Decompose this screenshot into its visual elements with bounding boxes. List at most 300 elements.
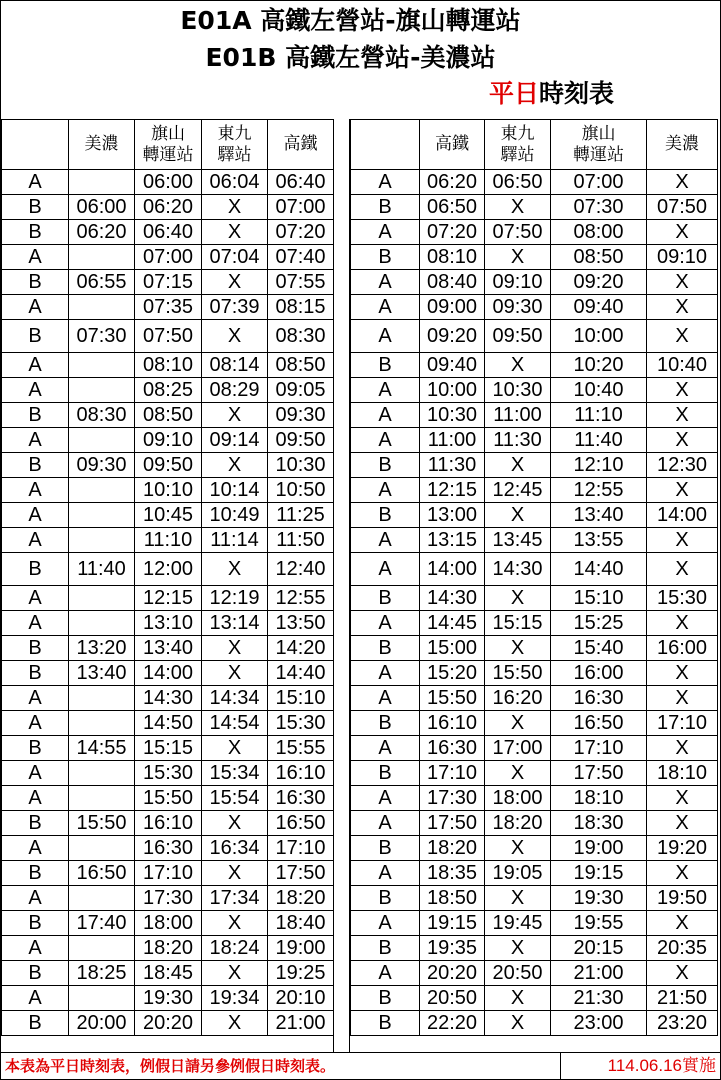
time-cell: 19:05 [485,861,551,886]
route-code-cell: A [2,611,69,636]
time-cell: 12:45 [485,478,551,503]
table-row [351,195,718,220]
right-header-cell [647,120,718,170]
time-cell: 19:00 [268,936,334,961]
table-row [351,428,718,453]
time-cell: 23:20 [647,1011,718,1036]
route-code-cell: A [351,961,420,986]
table-row [351,1011,718,1036]
route-code-cell: B [351,636,420,661]
time-cell: 09:50 [485,320,551,353]
time-cell: 07:00 [268,195,334,220]
time-cell [69,428,135,453]
time-cell [69,245,135,270]
time-cell: 11:25 [268,503,334,528]
time-cell: 07:39 [202,295,268,320]
route-code-cell: B [351,986,420,1011]
time-cell: 06:40 [135,220,202,245]
time-cell: 06:00 [135,170,202,195]
time-cell: 09:50 [268,428,334,453]
time-cell: 16:10 [135,811,202,836]
table-row [2,886,334,911]
table-row [2,786,334,811]
time-cell: 09:30 [268,403,334,428]
table-row [2,428,334,453]
route-code-cell: A [2,170,69,195]
route-code-cell: B [351,353,420,378]
table-row [2,245,334,270]
route-code-cell: A [351,270,420,295]
time-cell: 07:30 [69,320,135,353]
time-cell: 18:24 [202,936,268,961]
time-cell: X [485,636,551,661]
time-cell: 17:10 [268,836,334,861]
time-cell: X [647,911,718,936]
route-code-cell: A [2,686,69,711]
route-code-cell: B [2,661,69,686]
time-cell: 07:50 [485,220,551,245]
time-cell: 10:00 [420,378,485,403]
route-code-cell: B [2,811,69,836]
table-row [2,478,334,503]
time-cell: 17:50 [268,861,334,886]
right-header-label: 美濃 [665,134,699,154]
table-row [2,986,334,1011]
time-cell: X [202,403,268,428]
table-row [351,661,718,686]
table-row [2,686,334,711]
table-row [351,553,718,586]
time-cell [69,611,135,636]
time-cell: 16:30 [551,686,647,711]
time-cell: 17:10 [647,711,718,736]
time-cell [69,686,135,711]
time-cell: 10:20 [551,353,647,378]
timetable-outbound [1,119,334,1036]
footer [1,1052,720,1080]
time-cell: 10:14 [202,478,268,503]
time-cell: 18:20 [268,886,334,911]
table-row [2,320,334,353]
time-cell: 19:34 [202,986,268,1011]
time-cell: 17:10 [420,761,485,786]
time-cell: 08:29 [202,378,268,403]
route-code-cell: A [351,911,420,936]
route-code-cell: A [351,661,420,686]
table-row [2,220,334,245]
time-cell: X [485,245,551,270]
time-cell: 16:50 [268,811,334,836]
time-cell: 14:20 [268,636,334,661]
time-cell: X [485,761,551,786]
time-cell: X [647,320,718,353]
time-cell: 10:40 [647,353,718,378]
route-code-cell: A [2,986,69,1011]
time-cell: 13:15 [420,528,485,553]
time-cell [69,295,135,320]
time-cell: X [485,1011,551,1036]
time-cell: 13:40 [135,636,202,661]
time-cell: 07:30 [551,195,647,220]
time-cell: 18:10 [551,786,647,811]
time-cell: 19:30 [135,986,202,1011]
time-cell: 17:34 [202,886,268,911]
time-cell: 14:40 [268,661,334,686]
table-row [351,528,718,553]
time-cell: 11:50 [268,528,334,553]
left-header-cell [202,120,268,170]
route-code-cell: B [2,1011,69,1036]
table-row [2,353,334,378]
time-cell: 09:05 [268,378,334,403]
time-cell: 17:30 [420,786,485,811]
table-row [351,478,718,503]
time-cell: 07:40 [268,245,334,270]
time-cell: 13:40 [69,661,135,686]
time-cell: 20:20 [420,961,485,986]
route-code-cell: A [2,786,69,811]
time-cell: 16:00 [551,661,647,686]
right-header-label: 東九 驛站 [500,123,535,165]
time-cell: 12:19 [202,586,268,611]
table-row [2,586,334,611]
time-cell: 10:49 [202,503,268,528]
time-cell [69,936,135,961]
route-code-cell: B [351,453,420,478]
time-cell: 06:55 [69,270,135,295]
time-cell: 21:30 [551,986,647,1011]
table-row [351,761,718,786]
time-cell: 21:00 [551,961,647,986]
route-code-cell: B [351,195,420,220]
time-cell [69,378,135,403]
route-code-cell: B [2,453,69,478]
effective-date: 114.06.16實施 [607,1056,716,1075]
table-row [2,378,334,403]
route-code-cell: B [2,861,69,886]
time-cell: 19:35 [420,936,485,961]
title-block [1,1,720,119]
route-code-cell: B [2,220,69,245]
time-cell: 16:30 [268,786,334,811]
route-code-cell: B [2,195,69,220]
time-cell: 18:50 [420,886,485,911]
table-row [351,986,718,1011]
table-row [351,295,718,320]
table-row [351,711,718,736]
time-cell: 19:30 [551,886,647,911]
left-header-label: 東九 驛站 [217,123,252,165]
table-row [351,636,718,661]
route-code-cell: A [351,686,420,711]
route-code-cell: A [351,553,420,586]
time-cell: 17:10 [135,861,202,886]
time-cell: 10:00 [551,320,647,353]
time-cell: X [647,961,718,986]
time-cell: 13:45 [485,528,551,553]
right-header-cell [351,120,420,170]
time-cell: X [485,503,551,528]
time-cell [69,836,135,861]
time-cell: 18:35 [420,861,485,886]
left-header-label: 美濃 [84,134,119,154]
time-cell [69,886,135,911]
time-cell: X [485,195,551,220]
time-cell: 18:00 [485,786,551,811]
route-code-cell: B [351,761,420,786]
time-cell: 20:50 [485,961,551,986]
time-cell: 15:20 [420,661,485,686]
time-cell: X [485,453,551,478]
time-cell: 08:50 [268,353,334,378]
time-cell: X [202,811,268,836]
time-cell: 14:30 [135,686,202,711]
time-cell: 20:10 [268,986,334,1011]
route-code-cell: A [351,170,420,195]
time-cell: X [647,270,718,295]
time-cell: 15:55 [268,736,334,761]
time-cell: 19:20 [647,836,718,861]
time-cell: 16:50 [69,861,135,886]
time-cell: X [202,320,268,353]
time-cell: 09:10 [647,245,718,270]
right-header-cell [420,120,485,170]
time-cell: 16:10 [268,761,334,786]
table-row [2,836,334,861]
route-code-cell: A [351,611,420,636]
time-cell: 11:40 [551,428,647,453]
time-cell: 15:10 [551,586,647,611]
time-cell: 11:10 [135,528,202,553]
time-cell: X [485,836,551,861]
time-cell: 06:20 [420,170,485,195]
time-cell: 08:14 [202,353,268,378]
right-header-cell [551,120,647,170]
route-code-cell: A [2,353,69,378]
time-cell: X [202,961,268,986]
route-code-cell: B [351,503,420,528]
time-cell: 09:40 [551,295,647,320]
time-cell: 09:20 [420,320,485,353]
weekday-label: 平日 [489,79,540,108]
route-code-cell: B [351,586,420,611]
time-cell: 06:20 [135,195,202,220]
time-cell: X [647,786,718,811]
time-cell: 16:30 [135,836,202,861]
time-cell: 10:30 [268,453,334,478]
time-cell: 08:10 [420,245,485,270]
route-code-cell: A [351,295,420,320]
time-cell: 11:30 [420,453,485,478]
time-cell: 10:50 [268,478,334,503]
time-cell: 15:10 [268,686,334,711]
time-cell: 14:45 [420,611,485,636]
time-cell: X [647,661,718,686]
time-cell: 12:40 [268,553,334,586]
route-code-cell: A [351,528,420,553]
time-cell: X [647,295,718,320]
left-header-label: 旗山 轉運站 [142,123,194,165]
table-row [2,636,334,661]
route-code-cell: B [2,911,69,936]
time-cell: 07:50 [647,195,718,220]
time-cell: 08:15 [268,295,334,320]
time-cell: 08:40 [420,270,485,295]
time-cell: 19:15 [551,861,647,886]
table-row [351,736,718,761]
route-code-cell: B [351,936,420,961]
time-cell: 20:15 [551,936,647,961]
table-row [351,320,718,353]
time-cell: 13:14 [202,611,268,636]
time-cell: 18:20 [420,836,485,861]
time-cell: 13:55 [551,528,647,553]
table-row [351,786,718,811]
time-cell: 09:10 [135,428,202,453]
route-code-cell: A [2,886,69,911]
time-cell: 16:50 [551,711,647,736]
time-cell: 08:10 [135,353,202,378]
table-row [351,453,718,478]
time-cell: X [202,195,268,220]
time-cell: 18:00 [135,911,202,936]
route-code-cell: B [351,1011,420,1036]
time-cell: 13:50 [268,611,334,636]
time-cell: 10:10 [135,478,202,503]
time-cell: 15:54 [202,786,268,811]
time-cell: 20:35 [647,936,718,961]
time-cell: 18:20 [135,936,202,961]
time-cell: X [647,811,718,836]
time-cell: 15:50 [69,811,135,836]
time-cell: 07:20 [420,220,485,245]
table-row [2,661,334,686]
time-cell: 06:04 [202,170,268,195]
route-code-cell: B [2,320,69,353]
time-cell: 09:14 [202,428,268,453]
table-row [351,861,718,886]
time-cell: 07:04 [202,245,268,270]
table-row [2,811,334,836]
table-row [351,686,718,711]
time-cell: X [647,736,718,761]
table-row [351,611,718,636]
table-row [2,711,334,736]
table-row [2,295,334,320]
time-cell: 07:50 [135,320,202,353]
time-cell: X [202,220,268,245]
route-code-cell: A [2,761,69,786]
time-cell: X [647,428,718,453]
time-cell: 15:50 [420,686,485,711]
time-cell: 06:40 [268,170,334,195]
time-cell: 10:30 [485,378,551,403]
time-cell: 15:40 [551,636,647,661]
time-cell: 18:45 [135,961,202,986]
time-cell: 14:00 [647,503,718,528]
time-cell: 17:10 [551,736,647,761]
time-cell: 19:00 [551,836,647,861]
time-cell: 08:50 [135,403,202,428]
time-cell: X [485,936,551,961]
table-row [351,503,718,528]
time-cell: 16:34 [202,836,268,861]
time-cell: 19:50 [647,886,718,911]
table-row [2,861,334,886]
time-cell: X [485,353,551,378]
time-cell: 14:00 [135,661,202,686]
table-row [351,220,718,245]
time-cell: X [647,528,718,553]
time-cell: 13:20 [69,636,135,661]
time-cell: 11:40 [69,553,135,586]
time-cell: 06:50 [420,195,485,220]
time-cell: 12:00 [135,553,202,586]
time-cell: 15:15 [485,611,551,636]
time-cell: 14:50 [135,711,202,736]
timetable-label: 時刻表 [539,79,615,108]
time-cell: 12:55 [268,586,334,611]
time-cell: X [202,453,268,478]
table-row [351,586,718,611]
route-code-cell: A [2,478,69,503]
footer-divider [560,1053,561,1080]
time-cell: 06:20 [69,220,135,245]
left-header-cell [135,120,202,170]
time-cell: 19:55 [551,911,647,936]
route-code-cell: A [2,586,69,611]
time-cell: 13:40 [551,503,647,528]
route-title-e01b: E01B 高鐵左營站-美濃站 [205,43,496,72]
time-cell: 14:54 [202,711,268,736]
route-code-cell: B [2,270,69,295]
time-cell: 17:50 [420,811,485,836]
table-row [2,961,334,986]
time-cell: 19:15 [420,911,485,936]
route-code-cell: B [351,711,420,736]
table-row [2,553,334,586]
table-row [351,836,718,861]
time-cell: 18:20 [485,811,551,836]
time-cell: 15:30 [135,761,202,786]
time-cell: 07:15 [135,270,202,295]
route-code-cell: B [2,736,69,761]
route-code-cell: B [2,403,69,428]
time-cell: 14:34 [202,686,268,711]
table-row [351,911,718,936]
right-header-cell [485,120,551,170]
time-cell: 11:30 [485,428,551,453]
time-cell: 18:25 [69,961,135,986]
time-cell: 07:35 [135,295,202,320]
route-code-cell: A [351,786,420,811]
table-row [351,811,718,836]
time-cell: 08:00 [551,220,647,245]
table-row [351,886,718,911]
time-cell: 08:30 [69,403,135,428]
time-cell: 16:00 [647,636,718,661]
table-row [351,403,718,428]
schedule-type-title [489,80,614,108]
route-code-cell: A [2,503,69,528]
time-cell: 13:00 [420,503,485,528]
time-cell [69,786,135,811]
time-cell: 15:00 [420,636,485,661]
table-row [2,736,334,761]
table-row [2,170,334,195]
time-cell: X [647,403,718,428]
time-cell: 08:25 [135,378,202,403]
